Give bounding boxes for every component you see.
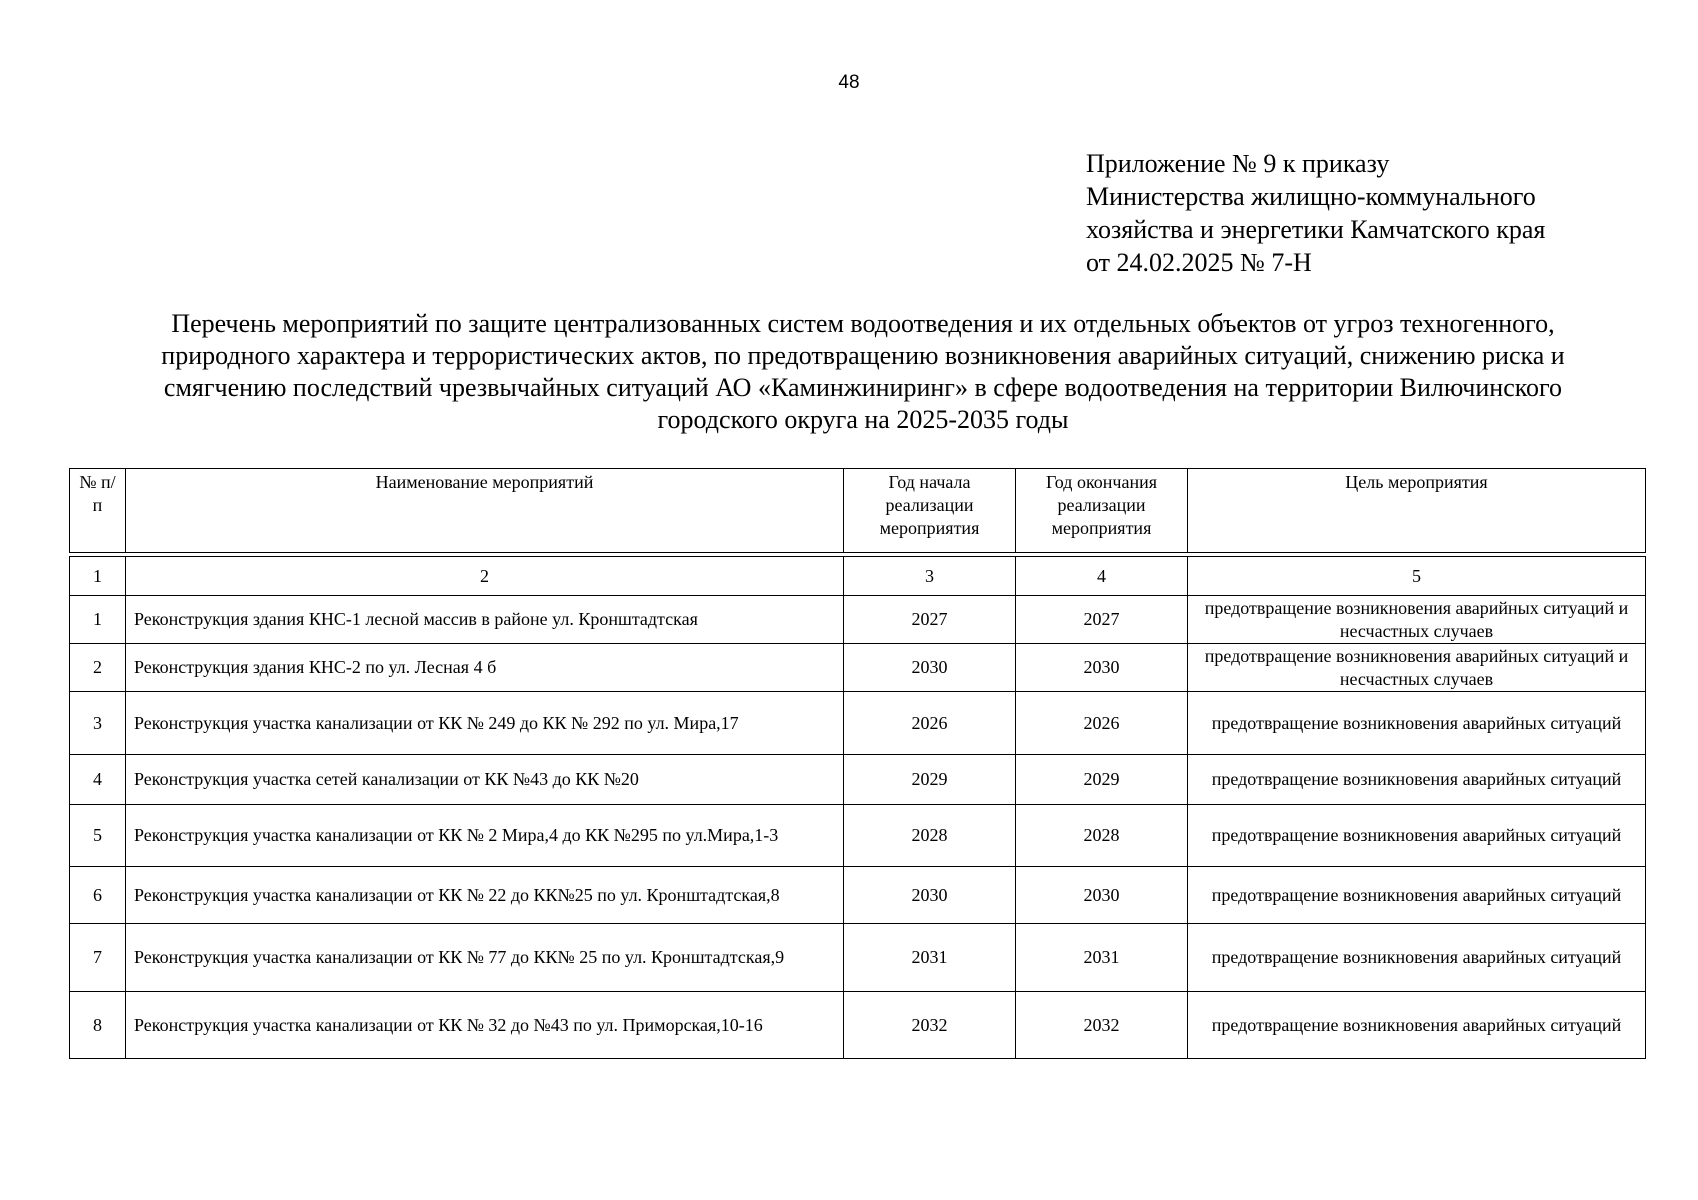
row-start-year: 2029 — [844, 755, 1016, 805]
header-end-year: Год окончания реализации мероприятия — [1016, 469, 1188, 553]
header-num: № п/п — [70, 469, 126, 553]
measures-table — [69, 468, 1646, 1059]
header-name: Наименование мероприятий — [126, 469, 844, 553]
row-goal: предотвращение возникновения аварийных ситуаций — [1188, 924, 1646, 992]
row-goal: предотвращение возникновения аварийных ситуаций — [1188, 992, 1646, 1059]
table-row — [70, 867, 1646, 924]
appendix-line: от 24.02.2025 № 7-Н — [1086, 248, 1312, 277]
row-start-year: 2026 — [844, 692, 1016, 755]
column-number: 4 — [1016, 557, 1188, 596]
row-name: Реконструкция участка канализации от КК № 32 до №43 по ул. Приморская,10-16 — [126, 992, 844, 1059]
row-goal: предотвращение возникновения аварийных ситуаций и несчастных случаев — [1188, 596, 1646, 644]
page-number: 48 — [838, 72, 860, 93]
row-end-year: 2028 — [1016, 805, 1188, 867]
header-goal: Цель мероприятия — [1188, 469, 1646, 553]
row-end-year: 2032 — [1016, 992, 1188, 1059]
column-number: 1 — [70, 557, 126, 596]
column-number-row — [70, 557, 1646, 596]
row-start-year: 2030 — [844, 867, 1016, 924]
row-num: 3 — [70, 692, 126, 755]
title-line: природного характера и террористических актов, по предотвращению возникновения аварийных ситуаций, снижению риска и — [161, 341, 1565, 370]
row-num: 8 — [70, 992, 126, 1059]
row-name: Реконструкция участка канализации от КК № 77 до КК№ 25 по ул. Кронштадтская,9 — [126, 924, 844, 992]
row-name: Реконструкция участка канализации от КК № 249 до КК № 292 по ул. Мира,17 — [126, 692, 844, 755]
column-number: 2 — [126, 557, 844, 596]
row-goal: предотвращение возникновения аварийных ситуаций и несчастных случаев — [1188, 644, 1646, 692]
row-goal: предотвращение возникновения аварийных ситуаций — [1188, 867, 1646, 924]
row-name: Реконструкция участка канализации от КК № 2 Мира,4 до КК №295 по ул.Мира,1-3 — [126, 805, 844, 867]
row-name: Реконструкция участка канализации от КК № 22 до КК№25 по ул. Кронштадтская,8 — [126, 867, 844, 924]
title-line: смягчению последствий чрезвычайных ситуаций АО «Каминжиниринг» в сфере водоотведения на территории Вилючинского — [163, 373, 1563, 402]
row-end-year: 2029 — [1016, 755, 1188, 805]
column-number: 5 — [1188, 557, 1646, 596]
appendix-line: Приложение № 9 к приказу — [1086, 149, 1390, 178]
column-number: 3 — [844, 557, 1016, 596]
row-goal: предотвращение возникновения аварийных ситуаций — [1188, 692, 1646, 755]
row-start-year: 2030 — [844, 644, 1016, 692]
row-num: 6 — [70, 867, 126, 924]
row-num: 7 — [70, 924, 126, 992]
row-end-year: 2031 — [1016, 924, 1188, 992]
row-name: Реконструкция участка сетей канализации от КК №43 до КК №20 — [126, 755, 844, 805]
row-name: Реконструкция здания КНС-1 лесной массив в районе ул. Кронштадтская — [126, 596, 844, 644]
row-num: 4 — [70, 755, 126, 805]
row-num: 2 — [70, 644, 126, 692]
title-line: городского округа на 2025-2035 годы — [657, 405, 1069, 434]
row-goal: предотвращение возникновения аварийных ситуаций — [1188, 755, 1646, 805]
table-row — [70, 805, 1646, 867]
row-name: Реконструкция здания КНС-2 по ул. Лесная 4 б — [126, 644, 844, 692]
row-num: 1 — [70, 596, 126, 644]
appendix-reference — [1086, 147, 1545, 279]
document-title — [60, 308, 1666, 436]
row-end-year: 2030 — [1016, 644, 1188, 692]
table-header-row — [70, 469, 1646, 553]
row-start-year: 2028 — [844, 805, 1016, 867]
row-start-year: 2032 — [844, 992, 1016, 1059]
row-num: 5 — [70, 805, 126, 867]
table-row — [70, 755, 1646, 805]
appendix-line: Министерства жилищно-коммунального — [1086, 182, 1536, 211]
table-row — [70, 596, 1646, 644]
table-row — [70, 924, 1646, 992]
header-start-year: Год начала реализации мероприятия — [844, 469, 1016, 553]
row-end-year: 2027 — [1016, 596, 1188, 644]
row-end-year: 2026 — [1016, 692, 1188, 755]
appendix-line: хозяйства и энергетики Камчатского края — [1086, 215, 1546, 244]
table-row — [70, 692, 1646, 755]
row-start-year: 2027 — [844, 596, 1016, 644]
row-start-year: 2031 — [844, 924, 1016, 992]
row-goal: предотвращение возникновения аварийных ситуаций — [1188, 805, 1646, 867]
title-line: Перечень мероприятий по защите централизованных систем водоотведения и их отдельных объектов от угроз техногенного, — [171, 309, 1555, 338]
table-row — [70, 992, 1646, 1059]
row-end-year: 2030 — [1016, 867, 1188, 924]
table-row — [70, 644, 1646, 692]
